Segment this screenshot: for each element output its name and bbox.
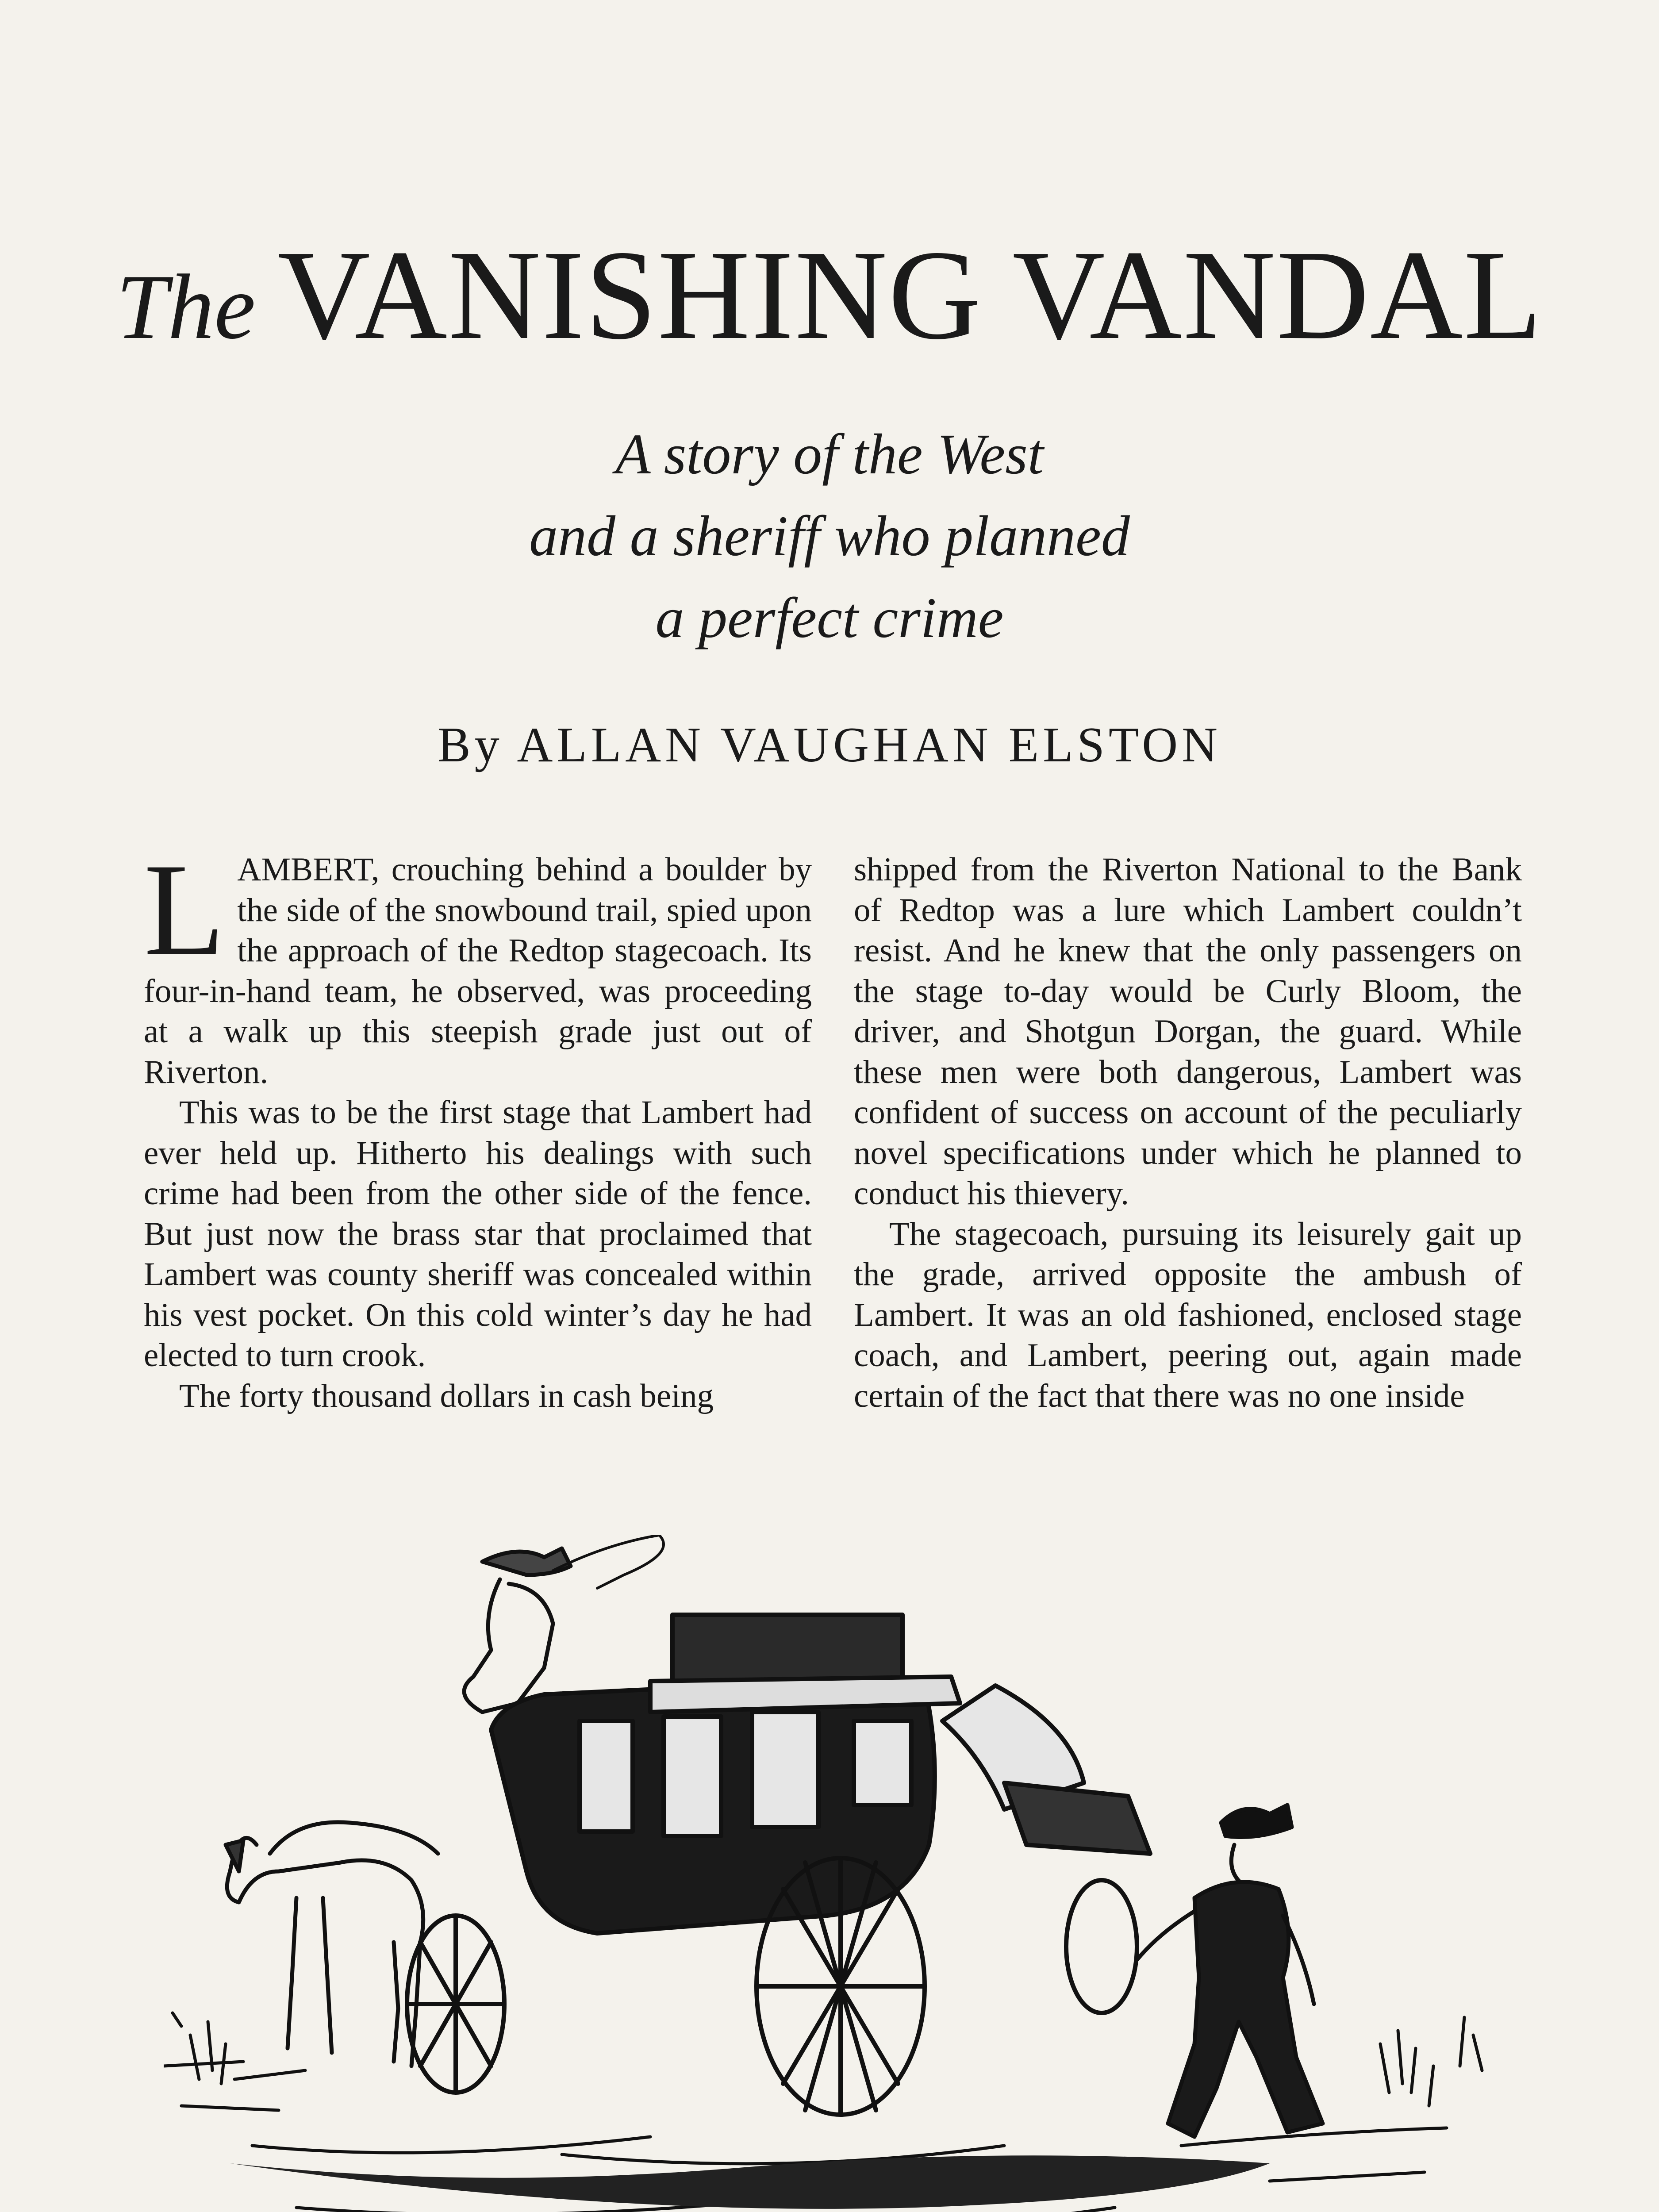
story-subtitle [0, 414, 1659, 659]
paragraph: shipped from the Riverton National to the Bank of Redtop was a lure which Lambert couldn’t resist. And he knew that the only passengers on the stage to-day would be Curly Bloom, the driver, and Shotgun Dorgan, the guard. While these men were both dangerous, Lambert was confident of success on account of the peculiarly novel specifications under which he planned to conduct his thievery. [854, 851, 1522, 1212]
paragraph: The forty thousand dollars in cash being [179, 1377, 714, 1414]
text-column-right [854, 849, 1522, 1416]
paragraph-text: AMBERT, crouching behind a boulder by the side of the snowbound trail, spied upon the approach of the Redtop stagecoach. Its four-in-hand team, he observed, was proceeding at a walk up this steepish grade just out of Riverton. [144, 851, 812, 1091]
stagecoach-illustration [164, 1535, 1495, 2212]
horses [226, 1822, 438, 2066]
bandit-figure [1137, 1805, 1323, 2137]
subtitle-line: A story of the West [615, 422, 1044, 486]
story-title [0, 221, 1659, 369]
author-byline: By ALLAN VAUGHAN ELSTON [438, 718, 1221, 772]
drop-cap: L [144, 836, 225, 983]
coach-body [491, 1615, 1150, 1933]
subtitle-line: and a sheriff who planned [529, 504, 1130, 568]
text-column-left [144, 836, 812, 1416]
driver [464, 1535, 664, 1712]
title-main: VANISHING VANDAL [277, 224, 1543, 366]
subtitle-line: a perfect crime [655, 586, 1004, 650]
paragraph: The stagecoach, pursuing its leisurely gait up the grade, arrived opposite the ambush of Lambert. It was an old fashioned, enclosed stage coach, and Lambert, peering out, again made certain of the fact that there was no one inside [854, 1215, 1522, 1414]
title-the: The [116, 256, 256, 358]
paragraph [144, 836, 812, 1092]
paragraph: This was to be the first stage that Lambert had ever held up. Hitherto his dealings with such crime had been from the other side of the fence. But just now the brass star that proclaimed that Lambert was county sheriff was concealed within his vest pocket. On this cold winter’s day he had elected to turn crook. [144, 1094, 812, 1374]
